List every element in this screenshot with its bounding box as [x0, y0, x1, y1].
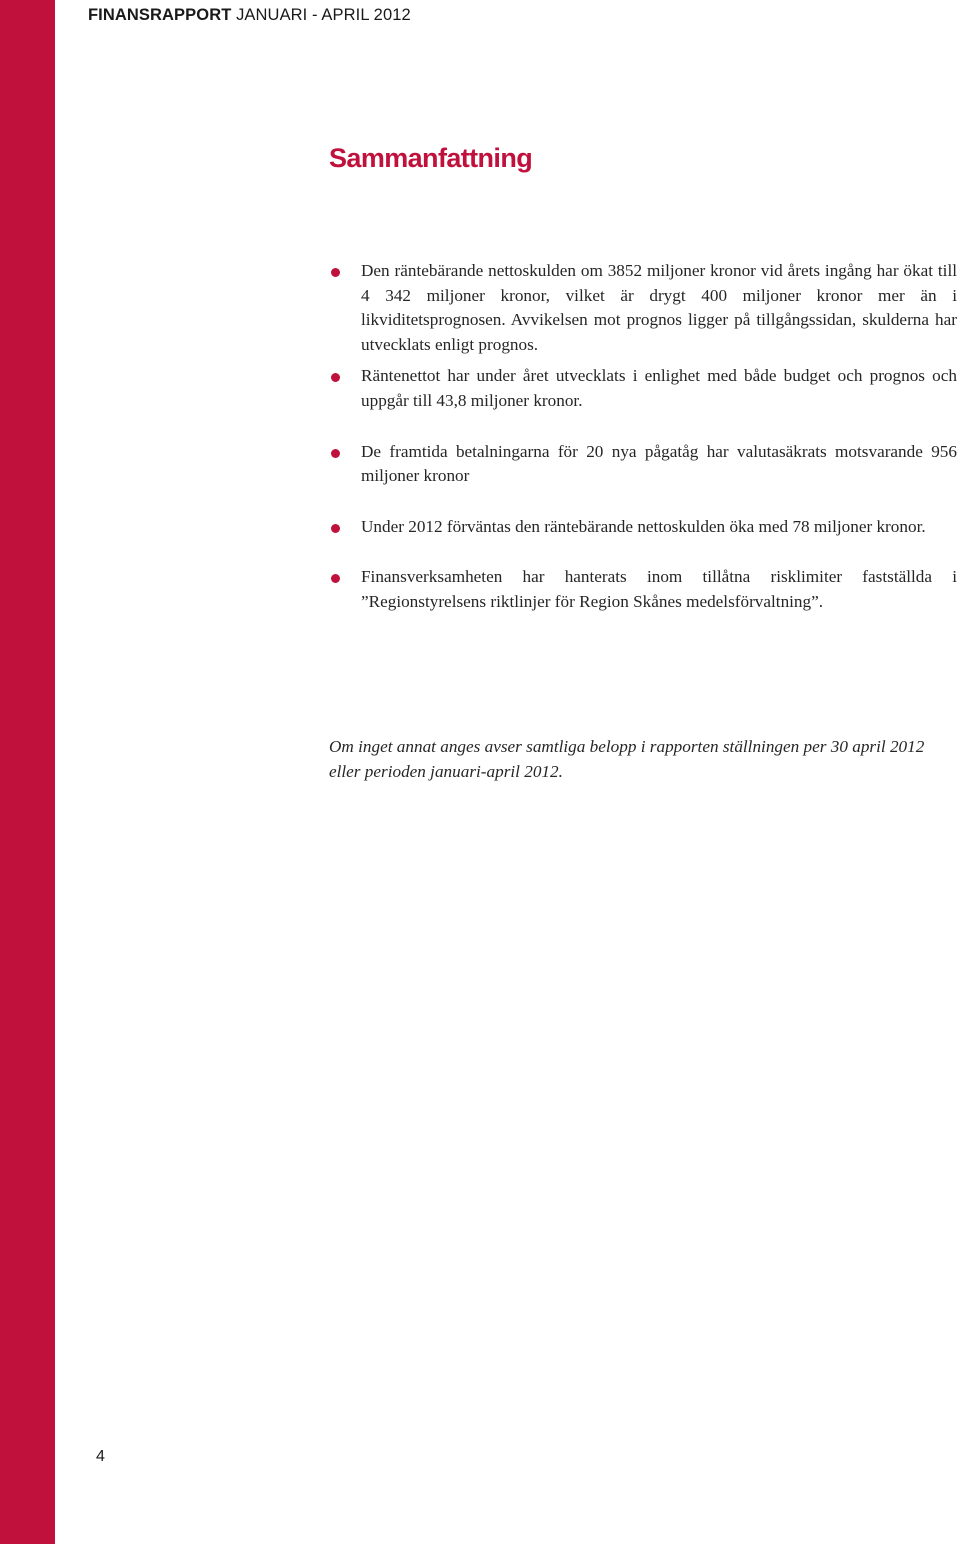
summary-bullet-item	[329, 440, 957, 489]
report-header-title: FINANSRAPPORT	[88, 6, 232, 24]
page-title: Sammanfattning	[329, 143, 533, 173]
bullet-dot-icon	[331, 574, 340, 583]
page-number: 4	[96, 1448, 105, 1465]
bullet-dot-icon	[331, 373, 340, 382]
left-accent-band	[0, 0, 55, 1544]
bullet-dot-icon	[331, 268, 340, 277]
summary-bullet-item	[329, 259, 957, 357]
summary-bullet-item	[329, 364, 957, 413]
report-header-period: JANUARI - APRIL 2012	[236, 6, 411, 24]
summary-bullet-item	[329, 515, 957, 540]
scope-note: Om inget annat anges avser samtliga belopp i rapporten ställningen per 30 april 2012 eller perioden januari-april 2012.	[329, 737, 925, 781]
report-header	[88, 6, 411, 25]
bullet-text: Den räntebärande nettoskulden om 3852 miljoner kronor vid årets ingång har ökat till 4 342 miljoner kronor, vilket är drygt 400 miljoner kronor mer än i likviditetsprognosen. Avvikelsen mot prognos ligger på tillgångssidan, skulderna har utvecklats enligt prognos.	[361, 261, 957, 354]
bullet-dot-icon	[331, 449, 340, 458]
summary-bullet-item	[329, 565, 957, 614]
summary-bullet-list	[329, 259, 957, 615]
bullet-dot-icon	[331, 524, 340, 533]
bullet-text: Räntenettot har under året utvecklats i enlighet med både budget och prognos och uppgår till 43,8 miljoner kronor.	[361, 366, 957, 410]
bullet-text: Under 2012 förväntas den räntebärande nettoskulden öka med 78 miljoner kronor.	[361, 516, 926, 536]
bullet-text: De framtida betalningarna för 20 nya pågatåg har valutasäkrats motsvarande 956 miljoner kronor	[361, 441, 957, 486]
bullet-text: Finansverksamheten har hanterats inom tillåtna risklimiter fastställda i ”Regionstyrelsens riktlinjer för Region Skånes medelsförvaltning”.	[361, 567, 957, 611]
